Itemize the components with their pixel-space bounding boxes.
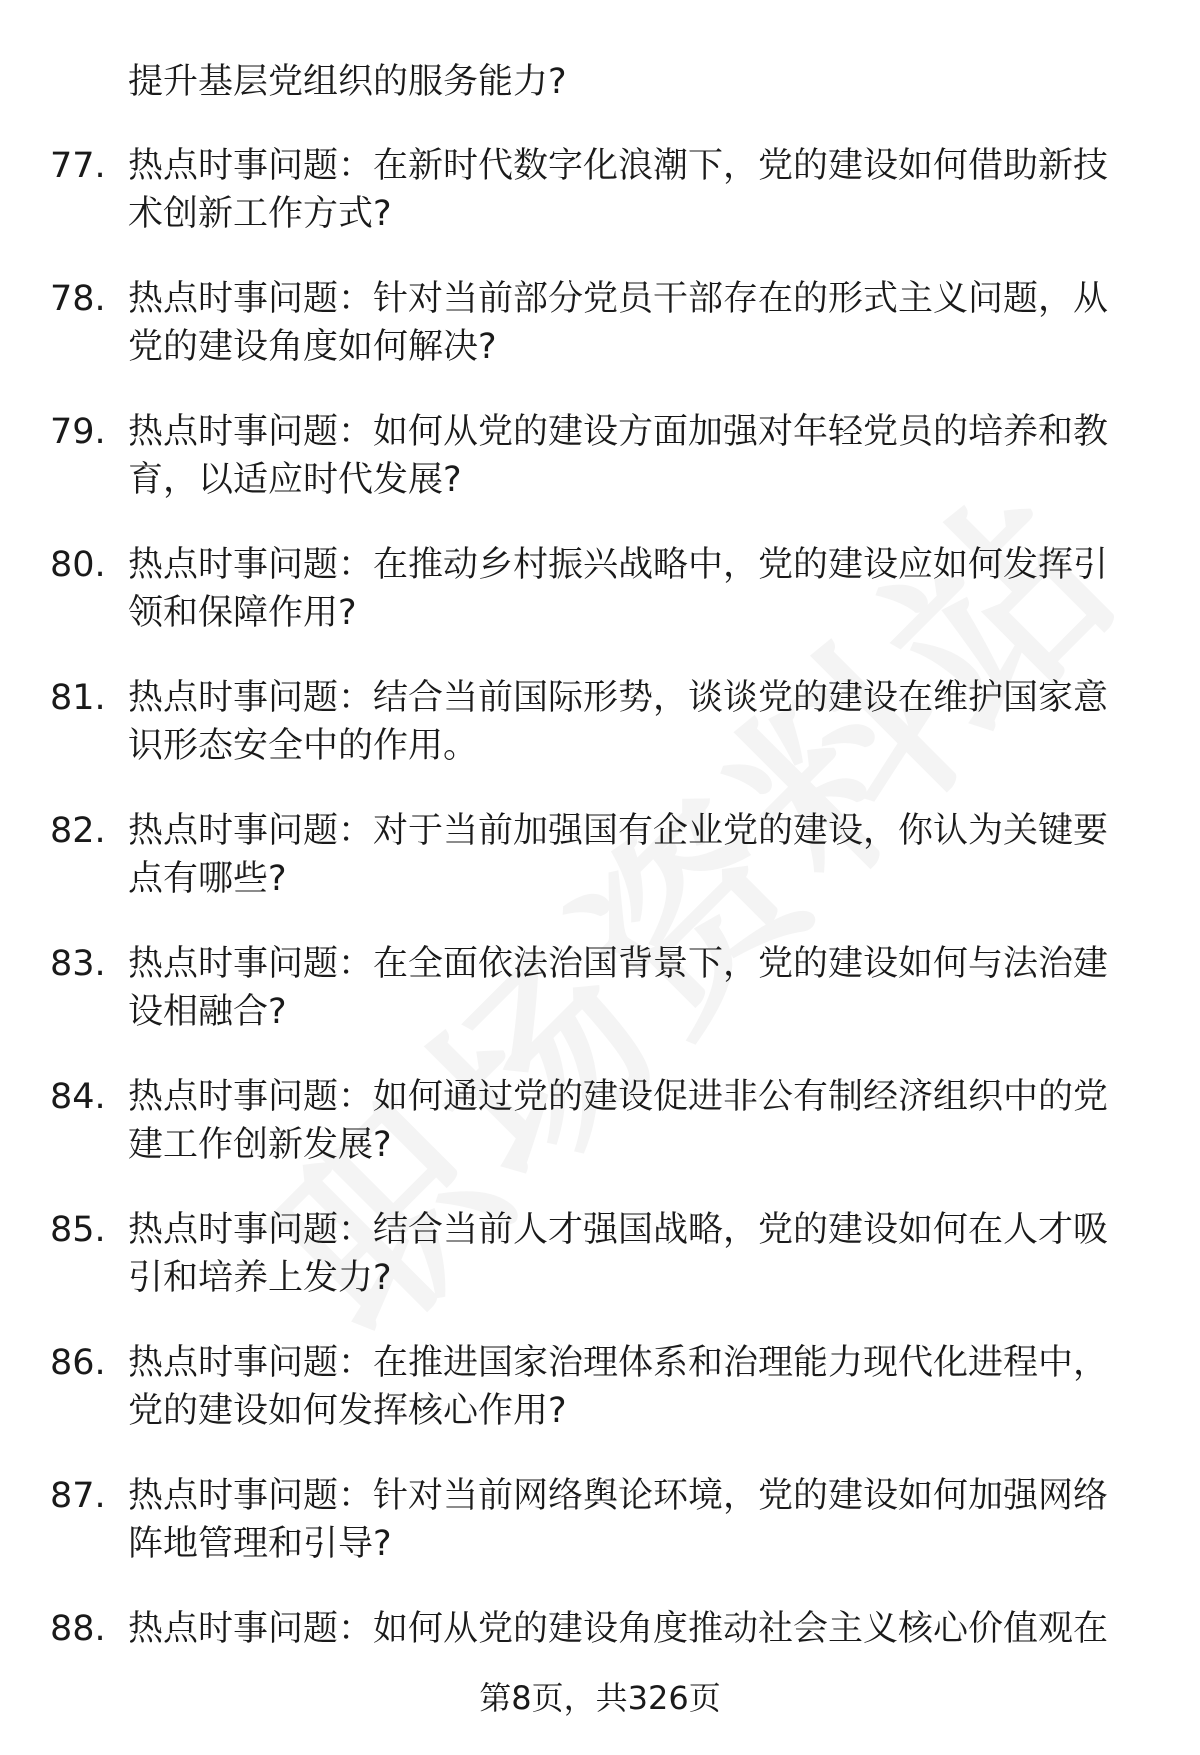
question-line: 热点时事问题：针对当前网络舆论环境，党的建设如何加强网络	[128, 1476, 1109, 1516]
question-line: 热点时事问题：在全面依法治国背景下，党的建设如何与法治建	[128, 944, 1109, 984]
question-line: 育，以适应时代发展?	[128, 460, 462, 500]
question-item-85	[0, 1206, 1200, 1339]
question-number: 81.	[50, 678, 106, 718]
question-number: 77.	[50, 146, 106, 186]
question-item-82	[0, 807, 1200, 940]
question-line: 热点时事问题：针对当前部分党员干部存在的形式主义问题，从	[128, 279, 1109, 319]
question-line: 热点时事问题：结合当前人才强国战略，党的建设如何在人才吸	[128, 1210, 1109, 1250]
question-line: 热点时事问题：在推进国家治理体系和治理能力现代化进程中，	[128, 1343, 1109, 1383]
question-item-83	[0, 940, 1200, 1073]
question-number: 80.	[50, 545, 106, 585]
question-text	[128, 541, 1138, 637]
question-line: 党的建设角度如何解决?	[128, 327, 497, 367]
question-number: 84.	[50, 1077, 106, 1117]
question-text	[128, 1339, 1138, 1435]
question-line: 热点时事问题：如何从党的建设方面加强对年轻党员的培养和教	[128, 412, 1109, 452]
question-text	[128, 1206, 1138, 1302]
question-line: 阵地管理和引导?	[128, 1524, 392, 1564]
question-text	[128, 940, 1138, 1036]
question-text	[128, 142, 1138, 238]
question-line: 热点时事问题：结合当前国际形势，谈谈党的建设在维护国家意	[128, 678, 1109, 718]
question-item-87	[0, 1472, 1200, 1605]
question-text	[128, 1472, 1138, 1568]
question-line: 热点时事问题：如何通过党的建设促进非公有制经济组织中的党	[128, 1077, 1109, 1117]
question-line: 党的建设如何发挥核心作用?	[128, 1391, 567, 1431]
question-text	[128, 408, 1138, 504]
question-text	[128, 807, 1138, 903]
question-item-79	[0, 408, 1200, 541]
question-list	[0, 142, 1200, 1738]
question-number: 88.	[50, 1609, 106, 1649]
question-text	[128, 1073, 1138, 1169]
question-text	[128, 1605, 1138, 1653]
question-text	[128, 674, 1138, 770]
question-line: 引和培养上发力?	[128, 1258, 392, 1298]
question-number: 83.	[50, 944, 106, 984]
question-line: 热点时事问题：如何从党的建设角度推动社会主义核心价值观在	[128, 1609, 1109, 1649]
question-item-81	[0, 674, 1200, 807]
question-number: 85.	[50, 1210, 106, 1250]
question-text	[128, 275, 1138, 371]
question-item-77	[0, 142, 1200, 275]
question-number: 87.	[50, 1476, 106, 1516]
question-item-86	[0, 1339, 1200, 1472]
question-line: 术创新工作方式?	[128, 194, 392, 234]
continued-question-text: 提升基层党组织的服务能力?	[128, 62, 567, 102]
question-number: 82.	[50, 811, 106, 851]
page-footer: 第8页，共326页	[479, 1679, 721, 1717]
question-line: 热点时事问题：在推动乡村振兴战略中，党的建设应如何发挥引	[128, 545, 1109, 585]
question-line: 建工作创新发展?	[128, 1125, 392, 1165]
question-line: 设相融合?	[128, 992, 287, 1032]
question-number: 78.	[50, 279, 106, 319]
question-line: 领和保障作用?	[128, 593, 357, 633]
question-line: 点有哪些?	[128, 859, 287, 899]
question-line: 热点时事问题：在新时代数字化浪潮下，党的建设如何借助新技	[128, 146, 1109, 186]
question-line: 识形态安全中的作用。	[128, 726, 479, 766]
question-item-78	[0, 275, 1200, 408]
question-item-84	[0, 1073, 1200, 1206]
question-number: 86.	[50, 1343, 106, 1383]
question-item-80	[0, 541, 1200, 674]
question-number: 79.	[50, 412, 106, 452]
question-line: 热点时事问题：对于当前加强国有企业党的建设，你认为关键要	[128, 811, 1109, 851]
